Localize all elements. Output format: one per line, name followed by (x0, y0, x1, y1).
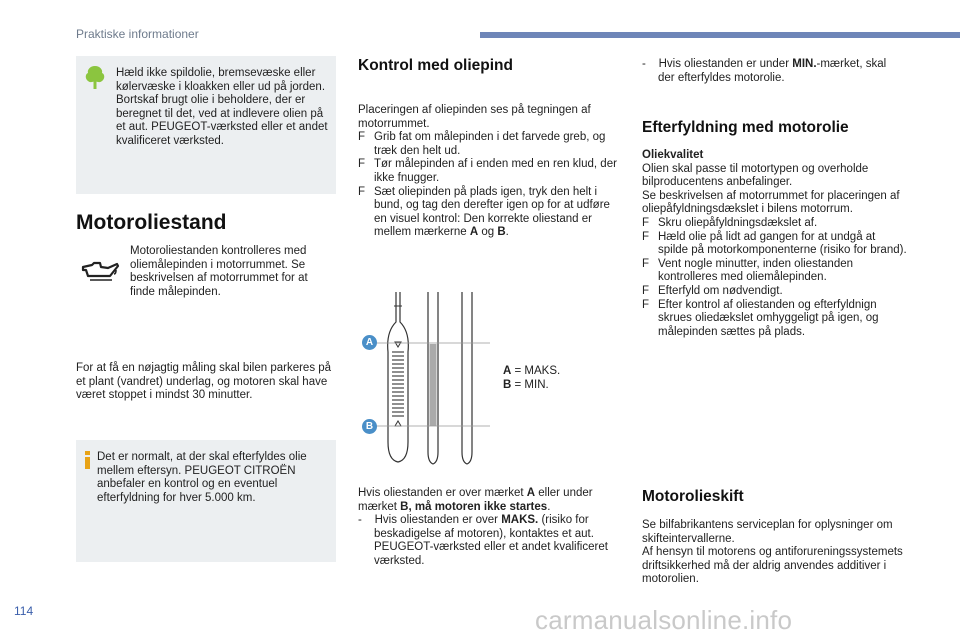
label-a: A (362, 335, 377, 350)
quality-text: Olien skal passe til motortypen og overholde bilproducentens anbefalinger. (642, 162, 869, 189)
dash-2-block (642, 58, 904, 85)
dipstick-step: F Tør målepinden af i enden med en ren klud, der ikke fnugger. (358, 158, 617, 184)
oil-change-body (642, 519, 907, 587)
dipstick-instructions (358, 104, 620, 240)
oil-level-intro: Motoroliestanden kontrolleres med oliemålepinden i motorrummet. Se beskrivelsen af motorrummet for at finde målepinden. (130, 245, 308, 298)
eco-tree-icon (84, 64, 106, 90)
refill-step: F Skru oliepåfyldningsdækslet af. (642, 216, 818, 229)
dipstick-warning (358, 487, 622, 569)
refill-title: Efterfyldning med motorolie (642, 119, 849, 136)
warning-dash-2: - Hvis oliestanden er under MIN.-mærket, skal der efterfyldes motorolie. (642, 58, 887, 84)
info-text: Det er normalt, at der skal efterfyldes olie mellem eftersyn. PEUGEOT CITROËN anbefaler en kontrol og en eventuel efterfyldning for hver 5.000 km. (97, 451, 307, 504)
page-number: 114 (14, 604, 34, 618)
dipstick-legend (503, 365, 603, 392)
eco-text (116, 67, 328, 149)
change-p1: Se bilfabrikantens serviceplan for oplysninger om skifteintervallerne. (642, 519, 893, 545)
oil-change-title: Motorolieskift (642, 488, 744, 505)
refill-step: F Vent nogle minutter, inden oliestanden kontrolleres med oliemålepinden. (642, 257, 854, 284)
eco-line-1: Hæld ikke spildolie, bremsevæske eller kølervæske i kloakken eller ud på jorden. (116, 67, 326, 93)
refill-body (642, 149, 907, 339)
dipstick-intro: Placeringen af oliepinden ses på tegningen af motorrummet. (358, 104, 591, 130)
oil-can-icon (80, 259, 120, 285)
quality-label: Oliekvalitet (642, 149, 704, 161)
dipstick-step: F Sæt oliepinden på plads igen, tryk den helt i bund, og tag den derefter igen op for at udføre en visuel kontrol: Den korrekte oliestand er mellem mærkerne A og B. (358, 185, 610, 239)
header-bar (480, 32, 960, 38)
label-b: B (362, 419, 377, 434)
warning-text: Hvis oliestanden er over mærket A eller under mærket B, må motoren ikke startes. (358, 487, 593, 513)
refill-step: F Efter kontrol af oliestanden og efterfyldnign skrues oliedækslet omhyggeligt på igen, og målepinden sættes på plads. (642, 298, 879, 338)
oil-level-title: Motoroliestand (76, 211, 227, 234)
refill-step: F Hæld olie på lidt ad gangen for at undgå at spilde på motorkomponenterne (risiko for brand). (642, 230, 907, 257)
change-p2: Af hensyn til motorens og antiforureningssystemets driftsikkerhed må der aldrig anvendes additiver i motorolien. (642, 546, 903, 586)
dipstick-title: Kontrol med oliepind (358, 57, 513, 74)
eco-line-2: Bortskaf brugt olie i beholdere, der er beregnet til det, ved at indlevere olien på et aut. PEUGEOT-værksted eller et andet kvalificeret værksted. (116, 94, 328, 147)
refill-step: F Efterfyld om nødvendigt. (642, 284, 783, 297)
dipstick-step: F Grib fat om målepinden i det farvede greb, og træk den helt ud. (358, 131, 606, 157)
section-title: Praktiske informationer (76, 27, 199, 41)
legend-b: B = MIN. (503, 378, 549, 391)
see-text: Se beskrivelsen af motorrummet for placeringen af oliepåfyldningsdækslet i bilens motorrum. (642, 189, 900, 216)
watermark: carmanualsonline.info (535, 605, 793, 635)
oil-level-note: For at få en nøjagtig måling skal bilen parkeres på et plant (vandret) underlag, og motoren skal have været stoppet i mindst 30 minutter. (76, 362, 332, 402)
dipstick-illustration (358, 292, 498, 468)
info-icon (83, 451, 93, 469)
legend-a: A = MAKS. (503, 365, 561, 377)
warning-dash-1: - Hvis oliestanden er over MAKS. (risiko for beskadigelse af motoren), kontaktes et aut. PEUGEOT-værksted eller et andet kvalificeret værksted. (358, 514, 608, 567)
